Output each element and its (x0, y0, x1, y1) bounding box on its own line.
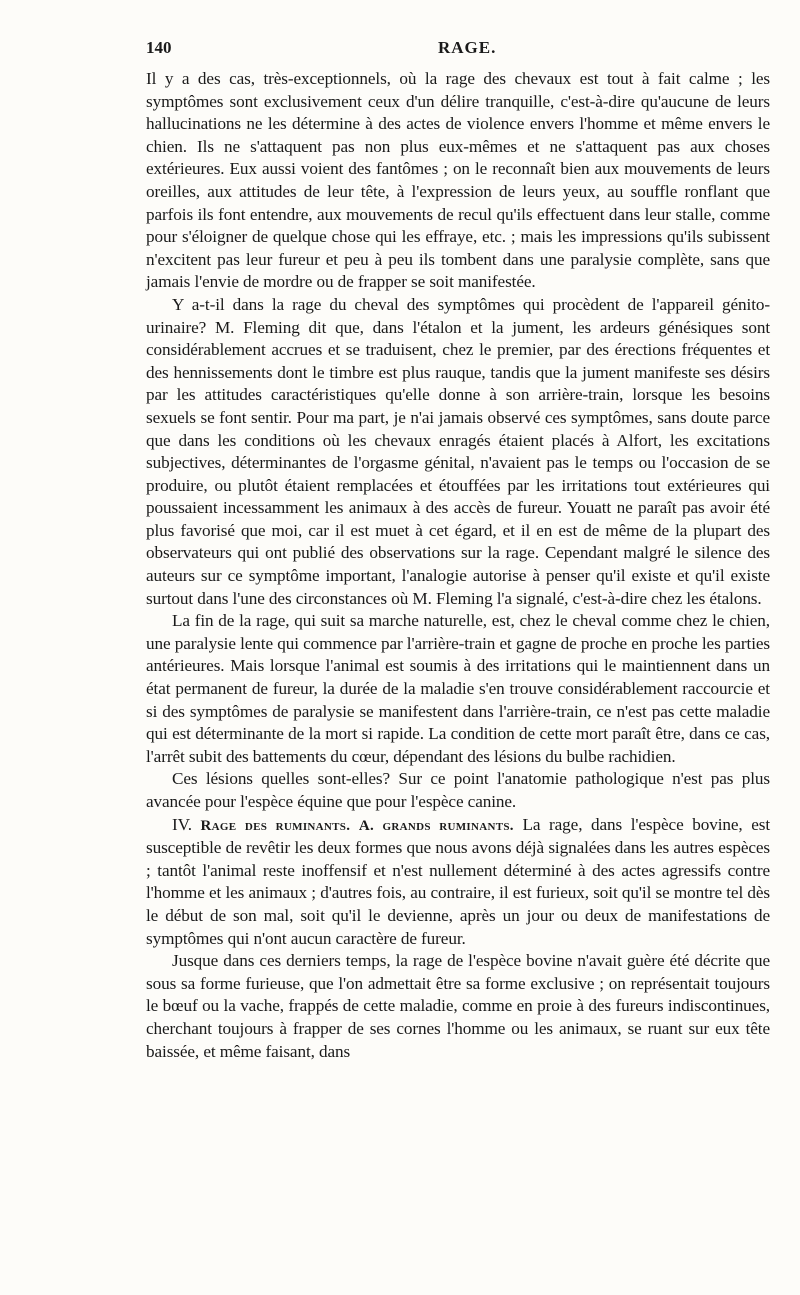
section-numeral: IV. (172, 814, 192, 834)
page-number: 140 (146, 38, 172, 57)
section-heading: Rage des ruminants. (200, 817, 351, 834)
paragraph-bovine-history: Jusque dans ces derniers temps, la rage de l'espèce bovine n'avait guère été décrite que sous sa forme furieuse, que l'on admettait être sa forme exclusive ; on représentait toujours le bœuf ou la vache, frappés de cette maladie, comme en proie à des fureurs indiscontinues, cherchant toujours à frapper de ses cornes l'homme ou les animaux, se ruant sur eux tête baissée, et même faisant, dans (146, 951, 770, 1061)
running-head: RAGE. (438, 38, 497, 57)
paragraph-genito-urinary: Y a-t-il dans la rage du cheval des symptômes qui procèdent de l'appareil génito-urinaire? M. Fleming dit que, dans l'étalon et la jument, les ardeurs génésiques sont considérablement accrues et se traduisent, chez le premier, par des érections fréquentes et des hennissements dont le timbre est plus rauque, tandis que la jument manifeste ses désirs par les attitudes caractéristiques qu'elle donne à son arrière-train, lorsque les besoins sexuels se font sentir. Pour ma part, je n'ai jamais observé ces symptômes, sans doute parce que dans les conditions où les chevaux enragés étaient placés à Alfort, les excitations subjectives, déterminantes de l'orgasme génital, n'avaient pas le temps ou l'occasion de se produire, ou plutôt étaient remplacées et étouffées par les irritations tout extérieures qui poussaient incessamment les animaux à des accès de fureur. Youatt ne paraît pas avoir été plus favorisé que moi, car il est muet à cet égard, et il en est de même de la plupart des observateurs qui ont publié des observations sur la rage. Cependant malgré le silence des auteurs sur ce symptôme important, l'analogie autorise à penser qu'il existe et qu'il existe surtout dans l'une des circonstances où M. Fleming l'a signalé, c'est-à-dire chez les étalons. (146, 294, 770, 608)
section-subheading: A. grands ruminants. (358, 817, 514, 834)
body-text (146, 68, 770, 1063)
section-iv-paragraph (146, 814, 770, 951)
paragraph-lesions: Ces lésions quelles sont-elles? Sur ce point l'anatomie pathologique n'est pas plus avancée pour l'espèce équine que pour l'espèce canine. (146, 769, 770, 811)
section-text: La rage, dans l'espèce bovine, est susceptible de revêtir les deux formes que nous avons déjà signalées dans les autres espèces ; tantôt l'animal reste inoffensif et n'est nullement déterminé à des actes agressifs contre l'homme et les animaux ; d'autres fois, au contraire, il est furieux, soit qu'il se montre tel dès le début de son mal, soit qu'il le devienne, après un jour ou deux de manifestations de symptômes qui n'ont aucun caractère de fureur. (146, 814, 770, 948)
page-header (146, 38, 770, 62)
paragraph-horses-calm-rage: Il y a des cas, très-exceptionnels, où la rage des chevaux est tout à fait calme ; les symptômes sont exclusivement ceux d'un délire tranquille, c'est-à-dire qu'aucune de leurs hallucinations ne les détermine à des actes de violence envers l'homme et même envers le chien. Ils ne s'attaquent pas non plus eux-mêmes et ne s'attaquent pas aux choses extérieures. Eux aussi voient des fantômes ; on le reconnaît bien aux mouvements de leurs oreilles, aux attitudes de leur tête, à l'expression de leurs yeux, au souffle ronflant que parfois ils font entendre, aux mouvements de recul qu'ils effectuent dans leur stalle, comme pour s'éloigner de quelque chose qui les effraye, etc. ; mais les impressions qu'ils subissent n'excitent pas leur fureur et peu à peu ils tombent dans une paralysie complète, sans que jamais l'envie de mordre ou de frapper se soit manifestée. (146, 69, 770, 292)
paragraph-end-of-rage: La fin de la rage, qui suit sa marche naturelle, est, chez le cheval comme chez le chien, une paralysie lente qui commence par l'arrière-train et gagne de proche en proche les parties antérieures. Mais lorsque l'animal est soumis à des irritations qui le maintiennent dans un état permanent de fureur, la durée de la maladie s'en trouve considérablement raccourcie et si des symptômes de paralysie se manifestent dans l'arrière-train, ce n'est pas cette maladie qui est déterminante de la mort si rapide. La condition de cette mort paraît être, dans ce cas, l'arrêt subit des battements du cœur, dépendant des lésions du bulbe rachidien. (146, 611, 770, 766)
